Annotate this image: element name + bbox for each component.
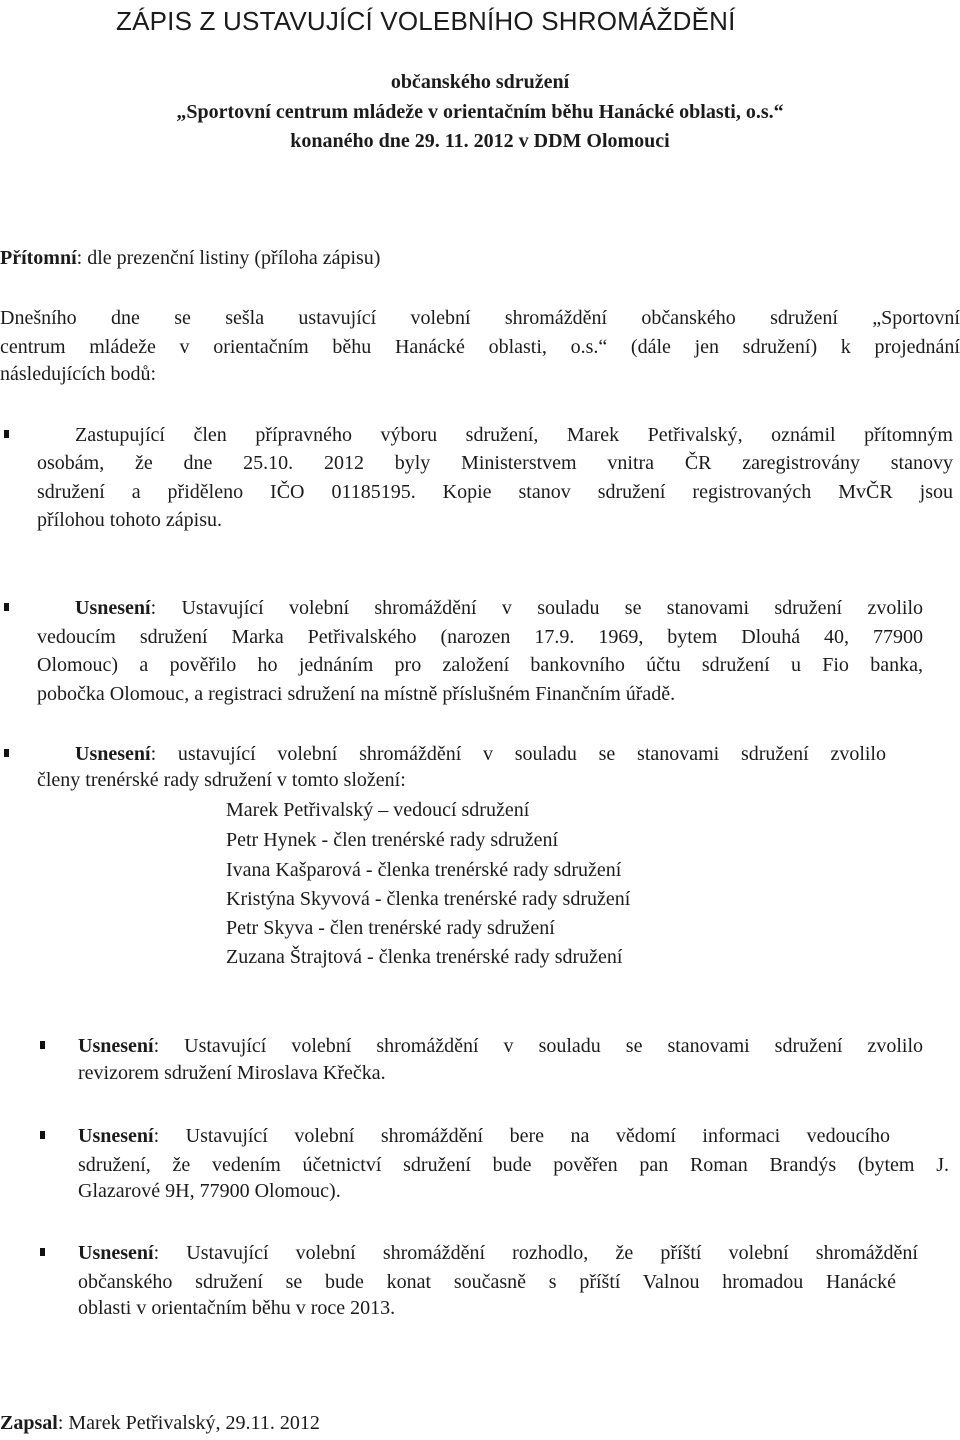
- bullet-6-line-2: občanského sdružení se bude konat současně s příští Valnou hromadou Hanácké: [78, 1271, 896, 1293]
- bullet-1-line-1: Zastupující člen přípravného výboru sdružení, Marek Petřivalský, oznámil přítomným: [75, 424, 953, 446]
- bullet-2-line-1: [75, 595, 923, 622]
- council-member: Petr Skyva - člen trenérské rady sdružení: [226, 917, 555, 939]
- subtitle-association-name: „Sportovní centrum mládeže v orientačním běhu Hanácké oblasti, o.s.“: [176, 101, 784, 123]
- present-line: [0, 248, 380, 268]
- bullet-marker: [40, 1131, 45, 1139]
- recorded-text: : Marek Petřivalský, 29.11. 2012: [57, 1412, 320, 1434]
- bullet-6-text: : Ustavující volební shromáždění rozhodlo, že příští volební shromáždění: [153, 1242, 918, 1264]
- intro-line-1: Dnešního dne se sešla ustavující volební shromáždění občanského sdružení „Sportovní: [0, 307, 960, 329]
- recorded-label: Zapsal: [0, 1412, 58, 1434]
- bullet-marker: [40, 1248, 45, 1256]
- bullet-2-line-4: pobočka Olomouc, a registraci sdružení na místně příslušném Finančním úřadě.: [37, 683, 676, 705]
- bullet-6-line-1: [78, 1240, 918, 1267]
- bullet-2-line-2: vedoucím sdružení Marka Petřivalského (narozen 17.9. 1969, bytem Dlouhá 40, 77900: [37, 626, 923, 648]
- bullet-4-line-2: revizorem sdružení Miroslava Křečka.: [78, 1062, 386, 1084]
- present-text: : dle prezenční listiny (příloha zápisu): [76, 247, 381, 269]
- bullet-marker: [4, 430, 9, 438]
- intro-line-2: centrum mládeže v orientačním běhu Hanácké oblasti, o.s.“ (dále jen sdružení) k projednání: [0, 336, 960, 358]
- resolution-label: Usnesení: [78, 1035, 154, 1057]
- bullet-marker: [40, 1041, 45, 1049]
- council-member: Kristýna Skyvová - členka trenérské rady sdružení: [226, 888, 631, 910]
- subtitle-association: občanského sdružení: [390, 71, 570, 93]
- bullet-1-line-4: přílohou tohoto zápisu.: [37, 509, 222, 531]
- bullet-1-line-3: sdružení a přiděleno IČO 01185195. Kopie stanov sdružení registrovaných MvČR jsou: [37, 481, 953, 503]
- bullet-3-line-2: členy trenérské rady sdružení v tomto složení:: [37, 769, 406, 791]
- bullet-marker: [4, 749, 9, 757]
- bullet-4-line-1: [78, 1033, 923, 1060]
- resolution-label: Usnesení: [75, 597, 151, 619]
- bullet-4-text: : Ustavující volební shromáždění v souladu se stanovami sdružení zvolilo: [153, 1035, 923, 1057]
- council-member: Marek Petřivalský – vedoucí sdružení: [226, 799, 530, 821]
- intro-line-3: následujících bodů:: [0, 363, 157, 385]
- resolution-label: Usnesení: [78, 1242, 154, 1264]
- bullet-1-line-2: osobám, že dne 25.10. 2012 byly Ministerstvem vnitra ČR zaregistrovány stanovy: [37, 452, 953, 474]
- bullet-5-text: : Ustavující volební shromáždění bere na vědomí informaci vedoucího: [153, 1125, 890, 1147]
- resolution-label: Usnesení: [75, 743, 151, 765]
- document-title: ZÁPIS Z USTAVUJÍCÍ VOLEBNÍHO SHROMÁŽDĚNÍ: [116, 6, 736, 36]
- bullet-5-line-2: sdružení, že vedením účetnictví sdružení bude pověřen pan Roman Brandýs (bytem J.: [78, 1154, 949, 1176]
- bullet-3-text: : ustavující volební shromáždění v souladu se stanovami sdružení zvolilo: [150, 743, 886, 765]
- council-member: Petr Hynek - člen trenérské rady sdružení: [226, 829, 559, 851]
- bullet-5-line-3: Glazarové 9H, 77900 Olomouc).: [78, 1180, 341, 1202]
- bullet-3-line-1: [75, 741, 886, 768]
- bullet-2-line-3: Olomouc) a pověřilo ho jednáním pro založení bankovního účtu sdružení u Fio banka,: [37, 654, 923, 676]
- subtitle-meeting-date: konaného dne 29. 11. 2012 v DDM Olomouci: [290, 130, 670, 152]
- bullet-6-line-3: oblasti v orientačním běhu v roce 2013.: [78, 1297, 396, 1319]
- bullet-marker: [4, 603, 9, 611]
- bullet-2-text: : Ustavující volební shromáždění v souladu se stanovami sdružení zvolilo: [150, 597, 923, 619]
- bullet-5-line-1: [78, 1123, 890, 1150]
- council-member: Zuzana Štrajtová - členka trenérské rady sdružení: [226, 946, 623, 968]
- council-member: Ivana Kašparová - členka trenérské rady sdružení: [226, 859, 622, 881]
- recorded-by-line: [0, 1413, 320, 1433]
- resolution-label: Usnesení: [78, 1125, 154, 1147]
- present-label: Přítomní: [0, 247, 77, 269]
